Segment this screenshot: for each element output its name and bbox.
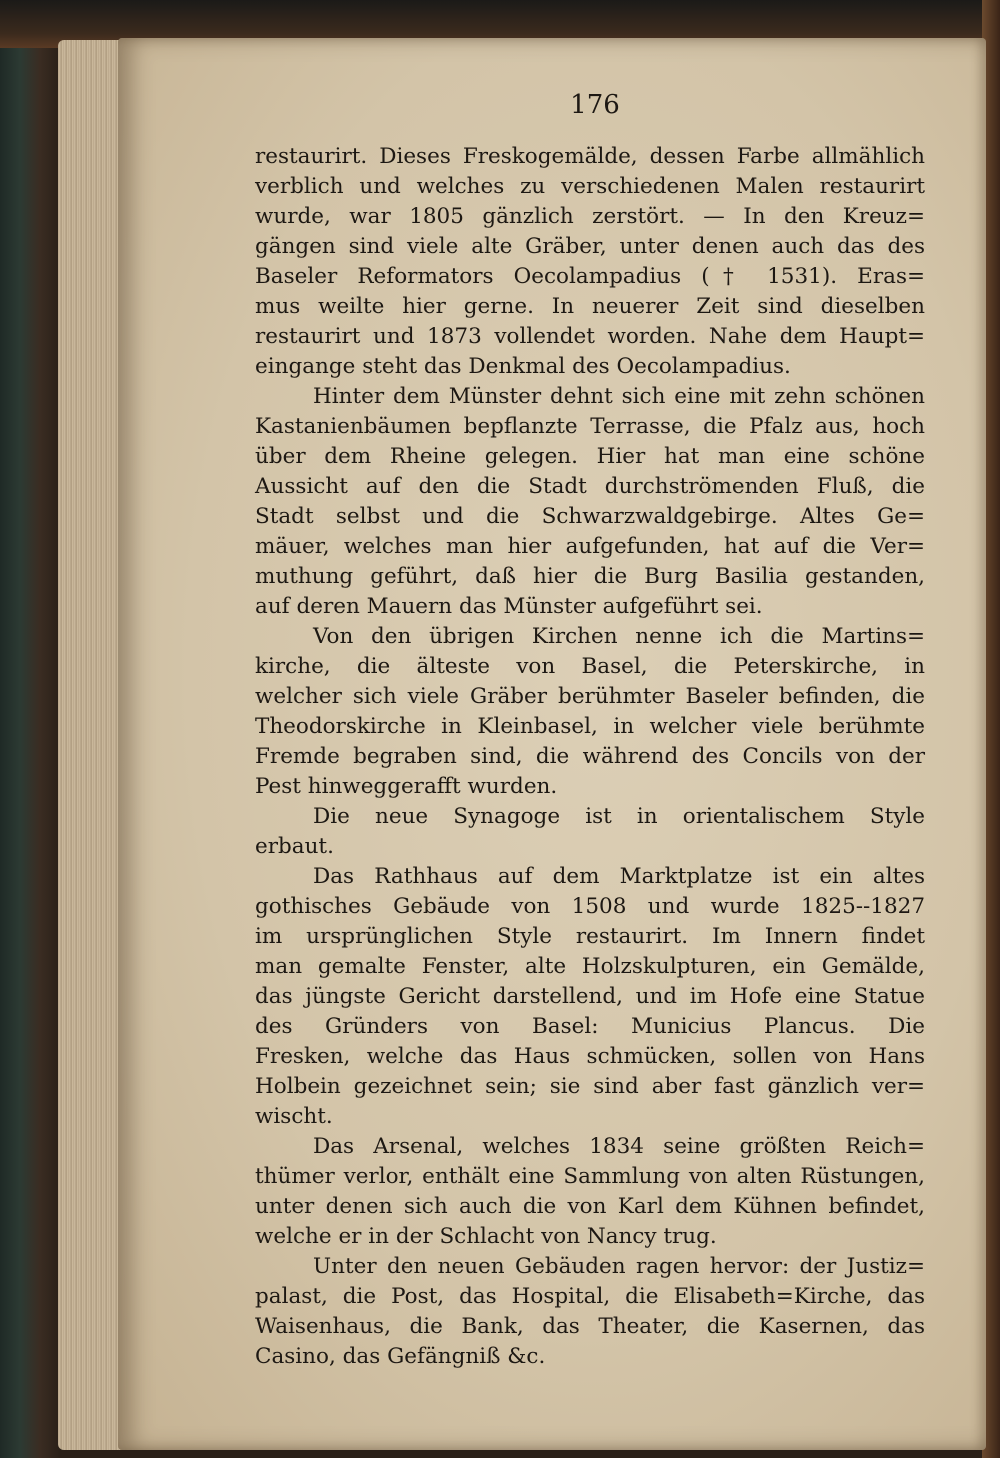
text-line: Waisenhaus, die Bank, das Theater, die Kasernen, das — [255, 1314, 925, 1339]
text-line: Von den übrigen Kirchen nenne ich die Martins= — [313, 624, 925, 649]
page-number: 176 — [570, 90, 620, 120]
text-line: Kastanienbäumen bepflanzte Terrasse, die Pfalz aus, hoch — [255, 414, 925, 439]
text-line: Hinter dem Münster dehnt sich eine mit zehn schönen — [313, 384, 925, 409]
text-line: unter denen sich auch die von Karl dem Kühnen befindet, — [255, 1194, 925, 1219]
text-line: Das Arsenal, welches 1834 seine größten Reich= — [313, 1134, 925, 1159]
text-line: Das Rathhaus auf dem Marktplatze ist ein altes — [313, 864, 925, 889]
text-line: Baseler Reformators Oecolampadius († 1531). Eras= — [255, 264, 925, 289]
text-line: Stadt selbst und die Schwarzwaldgebirge. Altes Ge= — [255, 504, 925, 529]
text-line: wischt. — [255, 1104, 333, 1129]
text-line: im ursprünglichen Style restaurirt. Im Innern findet — [255, 924, 925, 949]
page-body-text — [255, 142, 925, 1372]
text-line: welche er in der Schlacht von Nancy trug. — [255, 1224, 717, 1249]
text-line: gängen sind viele alte Gräber, unter denen auch das des — [255, 234, 925, 259]
text-line: Pest hinweggerafft wurden. — [255, 774, 558, 799]
text-line: welcher sich viele Gräber berühmter Baseler befinden, die — [255, 684, 925, 709]
text-line: kirche, die älteste von Basel, die Peterskirche, in — [255, 654, 925, 679]
text-line: Fremde begraben sind, die während des Concils von der — [255, 744, 925, 769]
text-line: Aussicht auf den die Stadt durchströmenden Fluß, die — [255, 474, 925, 499]
text-line: man gemalte Fenster, alte Holzskulpturen, ein Gemälde, — [255, 954, 925, 979]
text-line: des Gründers von Basel: Municius Plancus. Die — [255, 1014, 925, 1039]
text-line: eingange steht das Denkmal des Oecolampadius. — [255, 354, 791, 379]
text-line: das jüngste Gericht darstellend, und im Hofe eine Statue — [255, 984, 925, 1009]
text-line: wurde, war 1805 gänzlich zerstört. — In den Kreuz= — [255, 204, 925, 229]
text-line: verblich und welches zu verschiedenen Malen restaurirt — [255, 174, 925, 199]
text-line: erbaut. — [255, 834, 334, 859]
text-line: auf deren Mauern das Münster aufgeführt sei. — [255, 594, 763, 619]
text-line: Fresken, welche das Haus schmücken, sollen von Hans — [255, 1044, 925, 1069]
text-line: über dem Rheine gelegen. Hier hat man eine schöne — [255, 444, 925, 469]
text-line: thümer verlor, enthält eine Sammlung von alten Rüstungen, — [255, 1164, 925, 1189]
text-line: mus weilte hier gerne. In neuerer Zeit sind dieselben — [255, 294, 925, 319]
text-line: muthung geführt, daß hier die Burg Basilia gestanden, — [255, 564, 925, 589]
text-line: restaurirt. Dieses Freskogemälde, dessen Farbe allmählich — [255, 144, 925, 169]
text-line: Casino, das Gefängniß &c. — [255, 1344, 546, 1369]
text-line: mäuer, welches man hier aufgefunden, hat auf die Ver= — [255, 534, 925, 559]
text-line: restaurirt und 1873 vollendet worden. Nahe dem Haupt= — [255, 324, 925, 349]
text-line: Die neue Synagoge ist in orientalischem Style — [313, 804, 925, 829]
text-line: Unter den neuen Gebäuden ragen hervor: der Justiz= — [313, 1254, 925, 1279]
text-line: Theodorskirche in Kleinbasel, in welcher viele berühmte — [255, 714, 925, 739]
text-line: Holbein gezeichnet sein; sie sind aber fast gänzlich ver= — [255, 1074, 925, 1099]
text-line: palast, die Post, das Hospital, die Elisabeth=Kirche, das — [255, 1284, 925, 1309]
text-line: gothisches Gebäude von 1508 und wurde 1825--1827 — [255, 894, 925, 919]
